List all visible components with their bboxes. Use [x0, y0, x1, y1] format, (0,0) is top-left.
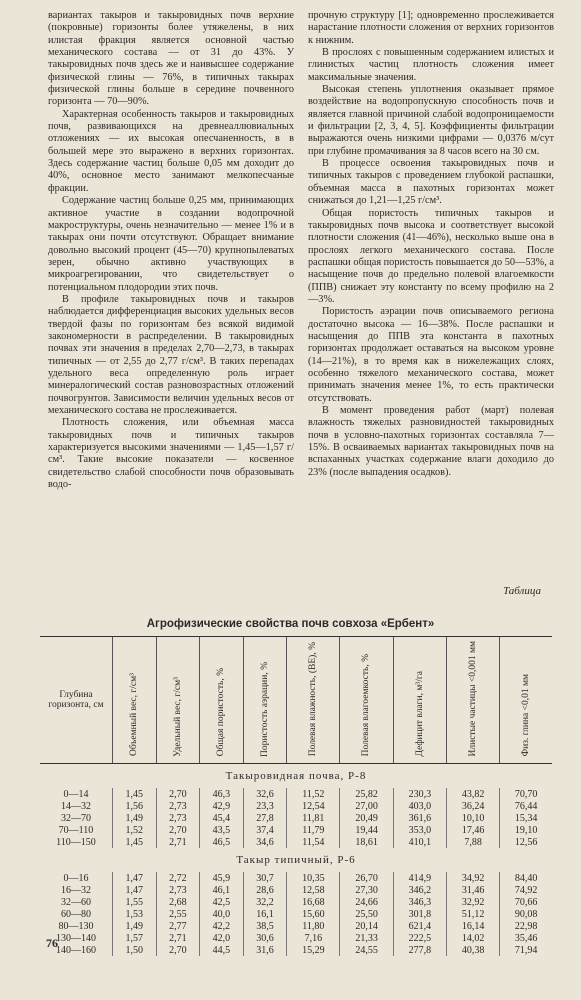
table-cell: 1,45	[113, 836, 157, 848]
table-cell: 43,82	[446, 788, 499, 800]
column-header: Глубина горизонта, см	[40, 637, 113, 764]
paragraph: В процессе освоения такыровидных почв и типичных такыров с проведением глубокой распашки, объемная масса в пахотных горизонтах может снижаться до 1,21—1,25 г/см³.	[308, 158, 554, 207]
table-cell: 25,50	[340, 908, 393, 920]
page-number: 76	[46, 936, 58, 950]
table-cell: 31,6	[243, 944, 287, 956]
table-row	[40, 824, 552, 836]
table-cell: 353,0	[393, 824, 446, 836]
table-cell: 346,3	[393, 896, 446, 908]
table-cell: 346,2	[393, 884, 446, 896]
table-header-row	[40, 637, 552, 764]
table-cell: 74,92	[500, 884, 552, 896]
table-cell: 42,5	[200, 896, 244, 908]
table-cell: 403,0	[393, 800, 446, 812]
table-cell: 11,81	[287, 812, 340, 824]
section-header-row	[40, 848, 552, 872]
left-text-column	[48, 10, 294, 545]
table-cell: 2,71	[156, 932, 200, 944]
table-cell: 222,5	[393, 932, 446, 944]
table-cell: 10,35	[287, 872, 340, 884]
table-row	[40, 908, 552, 920]
table-cell: 7,88	[446, 836, 499, 848]
table-cell: 32,2	[243, 896, 287, 908]
table-cell: 30,6	[243, 932, 287, 944]
paragraph: Пористость аэрации почв описываемого региона достаточно высока — 16—38%. После распашки и насыщения до ППВ эта константа в пахотных горизонтах продолжает оставаться на высоком уровне (14—21%), в то время как в нижележащих слоях, особенно тяжелого механического состава, может принимать значения менее 1%, то есть практически отсутствовать.	[308, 306, 554, 404]
table-cell: 23,3	[243, 800, 287, 812]
table-cell: 1,47	[113, 884, 157, 896]
table-cell: 25,82	[340, 788, 393, 800]
table-cell: 34,92	[446, 872, 499, 884]
table-cell: 1,47	[113, 872, 157, 884]
column-header-label: Полевая влажность, (ВЕ), %	[308, 642, 319, 757]
column-header	[156, 637, 200, 764]
column-header-label: Удельный вес, г/см³	[172, 676, 183, 757]
table-cell: 30,7	[243, 872, 287, 884]
table-cell: 15,34	[500, 812, 552, 824]
text-columns	[48, 10, 554, 545]
column-header	[200, 637, 244, 764]
table-cell: 20,14	[340, 920, 393, 932]
table-row	[40, 872, 552, 884]
table-cell: 1,45	[113, 788, 157, 800]
table-cell: 31,46	[446, 884, 499, 896]
column-header	[446, 637, 499, 764]
table-cell: 0—14	[63, 788, 89, 800]
table-row	[40, 884, 552, 896]
table-cell: 0—16	[63, 872, 89, 884]
table-cell: 27,00	[340, 800, 393, 812]
column-header-label: Объемный вес, г/см³	[129, 673, 140, 757]
column-header-label: Общая пористость, %	[216, 668, 227, 757]
table-cell: 2,68	[156, 896, 200, 908]
table-cell: 2,77	[156, 920, 200, 932]
table-cell: 32—60	[61, 896, 91, 908]
table-row	[40, 896, 552, 908]
table-cell: 2,70	[156, 944, 200, 956]
table-cell: 38,5	[243, 920, 287, 932]
table-cell: 11,80	[287, 920, 340, 932]
table-cell: 32,6	[243, 788, 287, 800]
table-cell: 27,8	[243, 812, 287, 824]
table-cell: 19,44	[340, 824, 393, 836]
table-cell: 14,02	[446, 932, 499, 944]
column-header	[243, 637, 287, 764]
table-cell: 40,0	[200, 908, 244, 920]
table-cell: 277,8	[393, 944, 446, 956]
column-header-label: Пористость аэрации, %	[259, 661, 270, 757]
table-cell: 90,08	[500, 908, 552, 920]
table-row	[40, 788, 552, 800]
table-cell: 1,49	[113, 920, 157, 932]
table-cell: 71,94	[500, 944, 552, 956]
column-header	[340, 637, 393, 764]
table-cell: 2,73	[156, 884, 200, 896]
column-header	[287, 637, 340, 764]
table-cell: 14—32	[61, 800, 91, 812]
table-cell: 24,66	[340, 896, 393, 908]
table-cell: 12,54	[287, 800, 340, 812]
table-cell: 10,10	[446, 812, 499, 824]
table-cell: 40,38	[446, 944, 499, 956]
table-cell: 621,4	[393, 920, 446, 932]
table-cell: 70,70	[500, 788, 552, 800]
table-cell: 45,4	[200, 812, 244, 824]
table-cell: 1,49	[113, 812, 157, 824]
agrophysical-table	[40, 636, 552, 956]
table-row	[40, 800, 552, 812]
column-header	[393, 637, 446, 764]
column-header	[113, 637, 157, 764]
table-cell: 16,1	[243, 908, 287, 920]
table-cell: 12,58	[287, 884, 340, 896]
table-cell: 11,52	[287, 788, 340, 800]
table-cell: 76,44	[500, 800, 552, 812]
table-cell: 7,16	[287, 932, 340, 944]
table-cell: 46,3	[200, 788, 244, 800]
paragraph: В момент проведения работ (март) полевая влажность тяжелых разновидностей такыровидных почв в условно-пахотных горизонтах составляла 7—15%. В осваиваемых вариантах такыровидных почв на вспаханных участках содержание влаги доходило до 23% (после выпадения осадков).	[308, 405, 554, 478]
table-cell: 410,1	[393, 836, 446, 848]
paragraph: Содержание частиц больше 0,25 мм, принимающих активное участие в создании водопрочной макроструктуры, очень незначительно — менее 1% и в такырах они почти отсутствуют. Обращает внимание довольно высокий процент (45—70) крупнопылеватых зерен, обычно активно участвующих в микроагрегировании, что свидетельствует о потенциальном плодородии этих почв.	[48, 195, 294, 293]
table-cell: 301,8	[393, 908, 446, 920]
table-cell: 44,5	[200, 944, 244, 956]
table-cell: 43,5	[200, 824, 244, 836]
column-header-label: Физ. глина <0,01 мм	[520, 674, 531, 757]
table-cell: 1,50	[113, 944, 157, 956]
table-cell: 21,33	[340, 932, 393, 944]
table-cell: 35,46	[500, 932, 552, 944]
table-cell: 42,9	[200, 800, 244, 812]
column-header	[500, 637, 552, 764]
paragraph: Высокая степень уплотнения оказывает прямое воздействие на водопропускную способность почв и является главной причиной слабой водопроницаемости и фильтрации [2, 3, 4, 5]. Коэффициенты фильтрации выражаются очень низкими цифрами — 0,0376 м/сут при глубине промачивания за 8 часов всего на 30 см.	[308, 84, 554, 157]
table-body	[40, 764, 552, 957]
table-cell: 18,61	[340, 836, 393, 848]
table-cell: 12,56	[500, 836, 552, 848]
section-title: Такыровидная почва, Р-8	[225, 770, 367, 783]
table-cell: 24,55	[340, 944, 393, 956]
paragraph: прочную структуру [1]; одновременно прослеживается нарастание плотности сложения от верхних горизонтов к нижним.	[308, 10, 554, 46]
table-cell: 46,5	[200, 836, 244, 848]
table-cell: 27,30	[340, 884, 393, 896]
table-cell: 2,71	[156, 836, 200, 848]
table-cell: 2,73	[156, 800, 200, 812]
table-cell: 42,2	[200, 920, 244, 932]
table-cell: 130—140	[56, 932, 96, 944]
table-cell: 2,72	[156, 872, 200, 884]
table-cell: 60—80	[61, 908, 91, 920]
table-cell: 11,79	[287, 824, 340, 836]
table-cell: 32—70	[61, 812, 91, 824]
table-cell: 16—32	[61, 884, 91, 896]
table-label: Таблица	[503, 585, 541, 597]
table-cell: 70—110	[58, 824, 94, 836]
table-cell: 45,9	[200, 872, 244, 884]
table-row	[40, 836, 552, 848]
table-row	[40, 812, 552, 824]
table-cell: 15,60	[287, 908, 340, 920]
table-cell: 230,3	[393, 788, 446, 800]
paragraph: вариантах такыров и такыровидных почв верхние (покровные) горизонты более утяжелены, в них илистая фракция является основной частью механического состава — от 31 до 43%. У такыровидных почв здесь же и наивысшее содержание физической глины — 76%, в типичных такырах физической глины больше в середине почвенного горизонта — 70—90%.	[48, 10, 294, 108]
table-cell: 26,70	[340, 872, 393, 884]
table-cell: 2,70	[156, 788, 200, 800]
right-text-column	[308, 10, 554, 545]
table-title: Агрофизические свойства почв совхоза «Ербент»	[146, 618, 435, 630]
table-cell: 70,66	[500, 896, 552, 908]
table-cell: 1,56	[113, 800, 157, 812]
table-cell: 11,54	[287, 836, 340, 848]
table-cell: 19,10	[500, 824, 552, 836]
table-cell: 28,6	[243, 884, 287, 896]
table-cell: 46,1	[200, 884, 244, 896]
section-title: Такыр типичный, Р-6	[236, 854, 356, 867]
paragraph: В профиле такыровидных почв и такыров наблюдается дифференциация высоких удельных весов твердой фазы по горизонтам без всякой видимой закономерности в распределении. В такыровидных почвах эти значения в пределах 2,70—2,73, в такырах типичных — от 2,55 до 2,77 г/см³. В таких перепадах удельного веса определенную роль играет минералогический состав разновозрастных отложений почвогрунтов. Зависимости величин удельных весов от механического состава не прослеживается.	[48, 293, 294, 416]
section-header-row	[40, 764, 552, 789]
table-cell: 110—150	[56, 836, 96, 848]
table-cell: 2,70	[156, 824, 200, 836]
table-cell: 37,4	[243, 824, 287, 836]
table-cell: 34,6	[243, 836, 287, 848]
table-cell: 16,14	[446, 920, 499, 932]
table-cell: 84,40	[500, 872, 552, 884]
table-row	[40, 932, 552, 944]
table-row	[40, 944, 552, 956]
table-row	[40, 920, 552, 932]
table-cell: 1,52	[113, 824, 157, 836]
table-cell: 15,29	[287, 944, 340, 956]
table-cell: 361,6	[393, 812, 446, 824]
table-cell: 2,73	[156, 812, 200, 824]
table-cell: 17,46	[446, 824, 499, 836]
column-header-label: Дефицит влаги, м³/га	[414, 670, 425, 757]
table-cell: 42,0	[200, 932, 244, 944]
table-cell: 1,57	[113, 932, 157, 944]
table-cell: 32,92	[446, 896, 499, 908]
table-cell: 1,55	[113, 896, 157, 908]
column-header-label: Полевая влагоемкость, %	[361, 654, 372, 757]
paragraph: Общая пористость типичных такыров и такыровидных почв высока и соответствует высокой плотности сложения (41—46%), несколько выше она в прослоях легкого механического состава. После распашки общая пористость повышается до 50—53%, а насыщение почв до предельно полевой влагоемкости (ППВ) снижает эту константу по всему профилю на 2—3%.	[308, 207, 554, 305]
table-cell: 414,9	[393, 872, 446, 884]
table-cell: 1,53	[113, 908, 157, 920]
table-cell: 22,98	[500, 920, 552, 932]
table-cell: 80—130	[58, 920, 94, 932]
table-cell: 51,12	[446, 908, 499, 920]
table-cell: 140—160	[56, 944, 96, 956]
table-cell: 20,49	[340, 812, 393, 824]
table-cell: 16,68	[287, 896, 340, 908]
paragraph: Плотность сложения, или объемная масса такыровидных почв и типичных такыров характеризуется высокими значениями — 1,45—1,57 г/см³. Такие высокие показатели — косвенное свидетельство слабой способности почв образовывать водо-	[48, 417, 294, 491]
column-header-label: Илистые частицы <0,001 мм	[467, 641, 478, 757]
table-cell: 36,24	[446, 800, 499, 812]
paragraph: В прослоях с повышенным содержанием илистых и глинистых частиц плотность сложения имеет максимальные значения.	[308, 47, 554, 83]
paragraph: Характерная особенность такыров и такыровидных почв, развивающихся на древнеаллювиальных отложениях — их высокая опесчаненность, в в большей мере это выражено в верхних горизонтах. Здесь содержание частиц больше 0,05 мм доходит до 40%, основное место занимают мелкопесчаные фракции.	[48, 108, 294, 194]
table-cell: 2,55	[156, 908, 200, 920]
